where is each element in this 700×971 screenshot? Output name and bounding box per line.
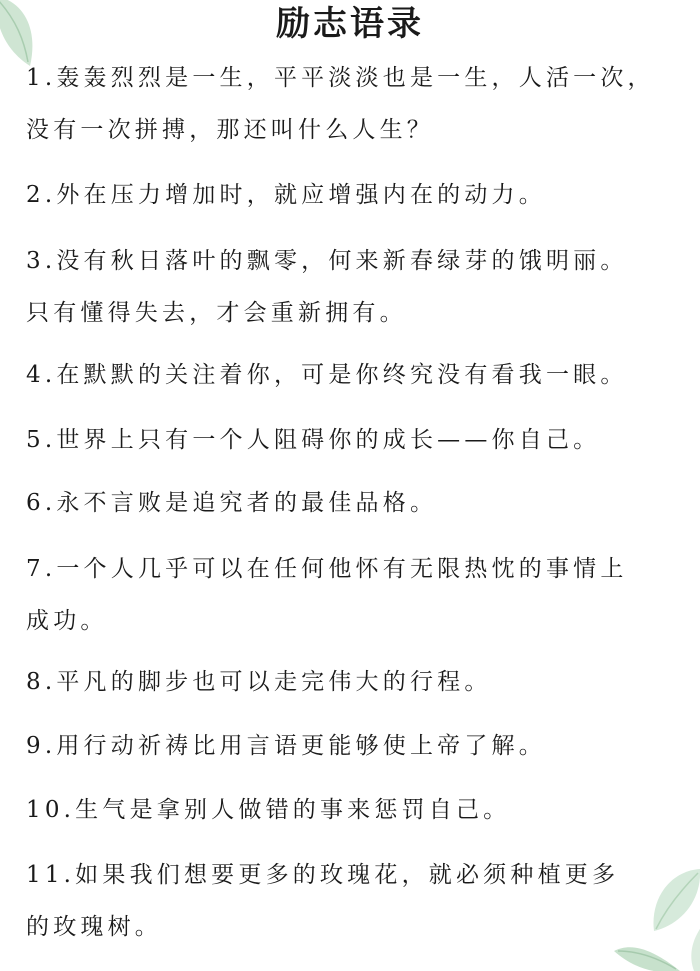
- quote-line: 8.平凡的脚步也可以走完伟大的行程。: [26, 669, 492, 695]
- quote-line: 7.一个人几乎可以在任何他怀有无限热忱的事情上: [26, 556, 628, 582]
- quote-item: [26, 553, 628, 637]
- quote-line: 5.世界上只有一个人阻碍你的成长——你自己。: [26, 427, 601, 453]
- quote-line: 6.永不言败是追究者的最佳品格。: [26, 490, 438, 516]
- quote-item: [26, 794, 510, 826]
- quote-item: [26, 424, 600, 456]
- quote-line: 9.用行动祈祷比用言语更能够使上帝了解。: [26, 733, 546, 759]
- quote-line: 11.如果我们想要更多的玫瑰花，就必须种植更多: [26, 862, 620, 888]
- quote-item: [26, 179, 546, 211]
- quote-item: [26, 245, 628, 329]
- quote-item: [26, 359, 628, 391]
- quote-line: 10.生气是拿别人做错的事来惩罚自己。: [26, 797, 511, 823]
- quote-line: 1.轰轰烈烈是一生，平平淡淡也是一生，人活一次，: [26, 65, 655, 91]
- quote-line: 只有懂得失去，才会重新拥有。: [26, 300, 407, 326]
- quote-item: [26, 666, 492, 698]
- quote-line: 的玫瑰树。: [26, 914, 162, 940]
- quote-line: 成功。: [26, 608, 108, 634]
- quote-line: 没有一次拼搏，那还叫什么人生？: [26, 117, 434, 143]
- page-title: 励志语录: [276, 4, 424, 44]
- quote-line: 2.外在压力增加时，就应增强内在的动力。: [26, 182, 546, 208]
- quote-item: [26, 859, 619, 943]
- quote-item: [26, 62, 655, 146]
- quote-item: [26, 730, 546, 762]
- quote-item: [26, 487, 437, 519]
- quote-line: 4.在默默的关注着你，可是你终究没有看我一眼。: [26, 362, 628, 388]
- leaf-cluster-icon: [610, 851, 700, 971]
- quote-line: 3.没有秋日落叶的飘零，何来新春绿芽的饿明丽。: [26, 248, 628, 274]
